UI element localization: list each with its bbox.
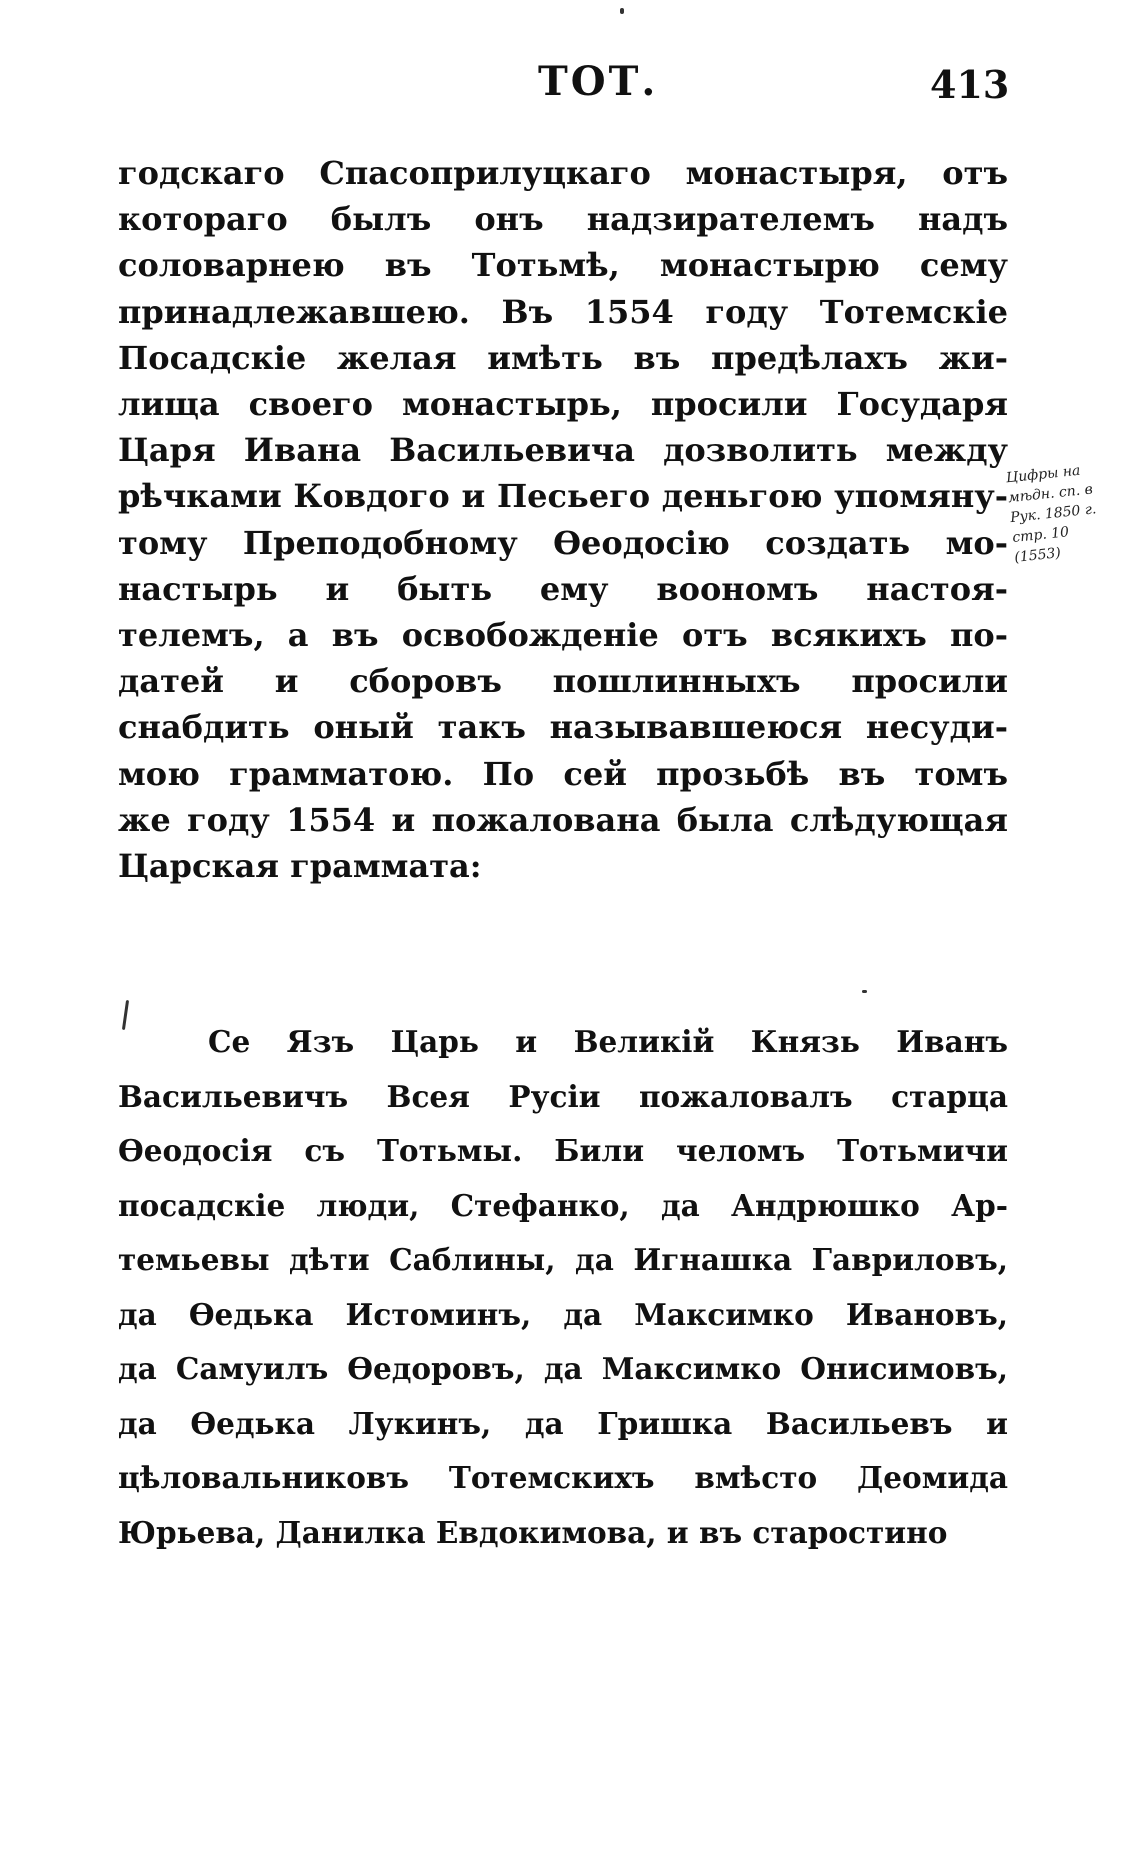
text-line: цѣловальниковъ Тотемскихъ вмѣсто Деомида bbox=[118, 1460, 1008, 1495]
text-line: да Самуилъ Ѳедоровъ, да Максимко Онисимовъ, bbox=[118, 1351, 1008, 1386]
note-line: Рук. 1850 г. bbox=[1009, 501, 1098, 527]
note-line: (1553) bbox=[1013, 545, 1062, 566]
note-line: стр. 10 bbox=[1011, 524, 1070, 547]
text-line: лища своего монастырь, просили Государя bbox=[118, 385, 1008, 424]
body-paragraph bbox=[118, 150, 1008, 889]
text-line: снабдить оный такъ называвшеюся несуди- bbox=[118, 708, 1008, 747]
text-line: соловарнею въ Тотьмѣ, монастырю сему bbox=[118, 246, 1008, 285]
text-line: настырь и быть ему воономъ настоя- bbox=[118, 569, 1008, 608]
note-line: мѣдн. сп. в bbox=[1007, 481, 1094, 507]
text-line: Се Язъ Царь и Великій Князь Иванъ bbox=[208, 1024, 1008, 1059]
note-line: Цифры на bbox=[1005, 462, 1082, 487]
text-line: посадскіе люди, Стефанко, да Андрюшко Ар- bbox=[118, 1187, 1008, 1223]
text-line: принадлежавшею. Въ 1554 году Тотемскіе bbox=[118, 292, 1008, 331]
text-line: Васильевичъ Всея Русіи пожаловалъ старца bbox=[118, 1078, 1008, 1114]
running-header bbox=[0, 58, 1140, 118]
charter-quotation bbox=[118, 1015, 1008, 1560]
text-line: мою грамматою. По сей прозьбѣ въ томъ bbox=[118, 754, 1008, 793]
page-number: 413 bbox=[930, 62, 1010, 107]
text-line: датей и сборовъ пошлинныхъ просили bbox=[118, 662, 1008, 701]
running-title: ТОТ. bbox=[538, 58, 659, 105]
text-line: годскаго Спасоприлуцкаго монастыря, отъ bbox=[118, 154, 1008, 192]
text-line: Царская граммата: bbox=[118, 847, 482, 886]
text-line: котораго былъ онъ надзирателемъ надъ bbox=[118, 200, 1008, 239]
text-line: темьевы дѣти Саблины, да Игнашка Гавриловъ, bbox=[118, 1242, 1008, 1277]
text-line: Царя Ивана Васильевича дозволить между bbox=[118, 431, 1008, 470]
text-line: же году 1554 и пожалована была слѣдующая bbox=[118, 800, 1008, 839]
text-line: Ѳеодосія съ Тотьмы. Били челомъ Тотьмичи bbox=[118, 1133, 1008, 1168]
print-speck bbox=[862, 990, 867, 993]
text-line: тому Преподобному Ѳеодосію создать мо- bbox=[118, 523, 1008, 562]
text-line: да Ѳедька Лукинъ, да Гришка Васильевъ и bbox=[118, 1405, 1008, 1441]
text-line: рѣчками Ковдого и Песьего деньгою упомяну- bbox=[118, 477, 1008, 516]
print-speck bbox=[620, 8, 624, 14]
text-line: телемъ, а въ освобожденіе отъ всякихъ по- bbox=[118, 616, 1008, 655]
text-line: да Ѳедька Истоминъ, да Максимко Ивановъ, bbox=[118, 1296, 1008, 1332]
text-line: Посадскіе желая имѣть въ предѣлахъ жи- bbox=[118, 338, 1008, 377]
handwritten-margin-note bbox=[1005, 456, 1133, 568]
text-line: Юрьева, Данилка Евдокимова, и въ старостино bbox=[118, 1514, 948, 1550]
